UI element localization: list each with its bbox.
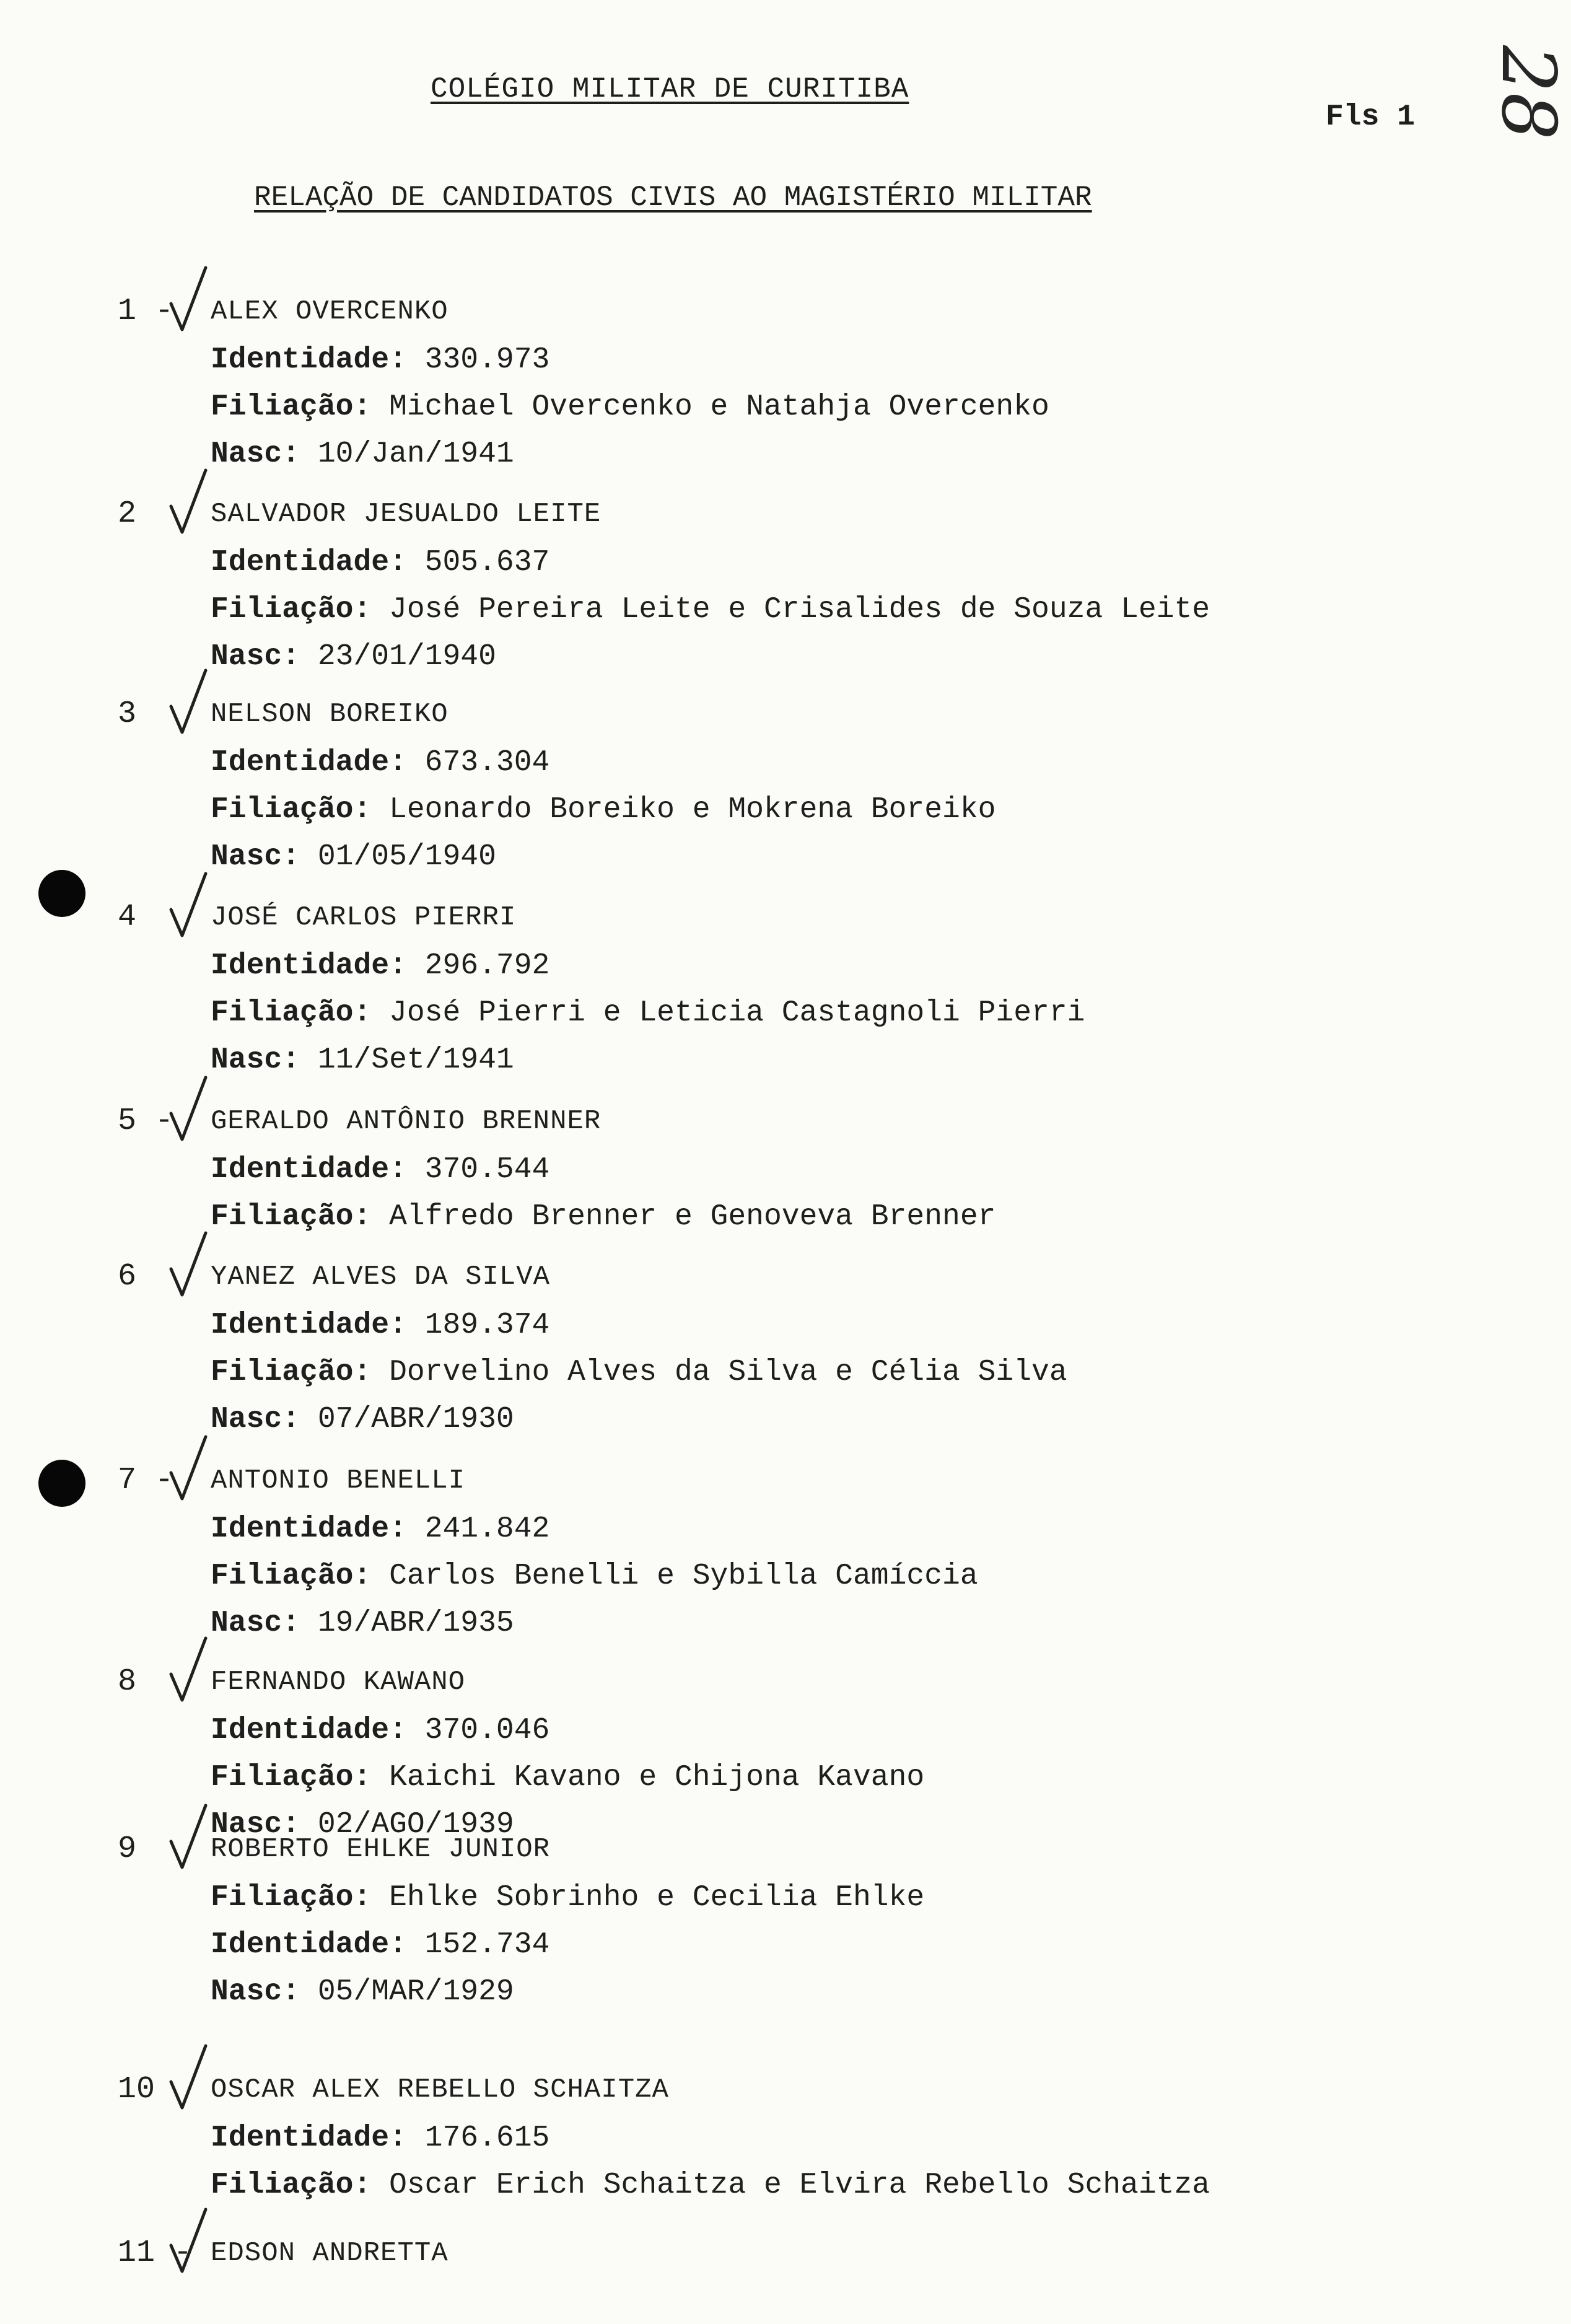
identidade-value: 176.615 [424, 2121, 550, 2155]
filiacao-label: Filiação: [211, 1761, 372, 1794]
candidate-identidade-line [211, 1928, 549, 1962]
candidate-name: ROBERTO EHLKE JUNIOR [211, 1834, 551, 1865]
identidade-value: 370.544 [424, 1153, 550, 1186]
check-mark-icon [167, 668, 211, 736]
candidate-name: ANTONIO BENELLI [211, 1465, 466, 1496]
candidate-identidade-line [211, 1512, 549, 1546]
nasc-label: Nasc: [211, 437, 300, 471]
nasc-label: Nasc: [211, 1607, 300, 1640]
candidate-nasc-line [211, 640, 496, 673]
filiacao-value: Carlos Benelli e Sybilla Camíccia [389, 1559, 978, 1593]
punch-hole [38, 870, 85, 917]
entry-number: 2 [118, 496, 137, 532]
candidate-nasc-line [211, 1607, 514, 1640]
candidate-name: OSCAR ALEX REBELLO SCHAITZA [211, 2074, 669, 2105]
filiacao-value: Kaichi Kavano e Chijona Kavano [389, 1761, 925, 1794]
punch-hole [38, 1460, 85, 1507]
identidade-value: 152.734 [424, 1928, 550, 1962]
identidade-label: Identidade: [211, 1714, 407, 1747]
filiacao-value: Leonardo Boreiko e Mokrena Boreiko [389, 793, 996, 827]
filiacao-label: Filiação: [211, 2168, 372, 2202]
candidate-name: JOSÉ CARLOS PIERRI [211, 902, 517, 933]
identidade-label: Identidade: [211, 746, 407, 779]
candidate-filiacao-line [211, 1881, 924, 1914]
candidate-filiacao-line [211, 1356, 1067, 1389]
check-mark-icon [167, 871, 211, 939]
entry-number: 8 [118, 1664, 137, 1699]
list-title: RELAÇÃO DE CANDIDATOS CIVIS AO MAGISTÉRIO MILITAR [254, 182, 1092, 214]
check-mark-icon [167, 2043, 211, 2111]
check-mark-icon [167, 1230, 211, 1299]
candidate-identidade-line [211, 949, 549, 983]
identidade-value: 505.637 [424, 546, 550, 579]
entry-number: 9 [118, 1831, 137, 1867]
candidate-filiacao-line [211, 2168, 1210, 2202]
entry-number: 11 - [118, 2235, 193, 2271]
identidade-value: 330.973 [424, 343, 550, 377]
candidate-nasc-line [211, 1043, 514, 1077]
candidate-filiacao-line [211, 390, 1049, 424]
check-mark-icon [167, 468, 211, 536]
filiacao-value: Alfredo Brenner e Genoveva Brenner [389, 1200, 996, 1234]
identidade-value: 673.304 [424, 746, 550, 779]
candidate-name: NELSON BOREIKO [211, 699, 449, 730]
nasc-value: 19/ABR/1935 [317, 1607, 514, 1640]
nasc-value: 05/MAR/1929 [317, 1975, 514, 2009]
check-mark-icon [167, 1803, 211, 1871]
identidade-label: Identidade: [211, 1309, 407, 1342]
identidade-label: Identidade: [211, 1512, 407, 1546]
school-title: COLÉGIO MILITAR DE CURITIBA [431, 73, 909, 105]
candidate-name: FERNANDO KAWANO [211, 1667, 466, 1698]
nasc-value: 01/05/1940 [317, 840, 496, 874]
identidade-label: Identidade: [211, 546, 407, 579]
candidate-filiacao-line [211, 593, 1210, 626]
candidate-name: EDSON ANDRETTA [211, 2238, 449, 2269]
nasc-value: 02/AGO/1939 [317, 1808, 514, 1841]
identidade-value: 370.046 [424, 1714, 550, 1747]
filiacao-label: Filiação: [211, 1559, 372, 1593]
identidade-value: 296.792 [424, 949, 550, 983]
candidate-nasc-line [211, 1975, 514, 2009]
nasc-label: Nasc: [211, 1403, 300, 1436]
nasc-value: 10/Jan/1941 [317, 437, 514, 471]
entry-number: 4 [118, 900, 137, 935]
check-mark-icon [167, 1434, 211, 1502]
nasc-value: 07/ABR/1930 [317, 1403, 514, 1436]
nasc-label: Nasc: [211, 840, 300, 874]
folio-handwritten-number: 28 [1484, 45, 1571, 140]
identidade-label: Identidade: [211, 1153, 407, 1186]
candidate-filiacao-line [211, 793, 996, 827]
candidate-filiacao-line [211, 996, 1085, 1030]
identidade-label: Identidade: [211, 2121, 407, 2155]
nasc-label: Nasc: [211, 640, 300, 673]
candidate-nasc-line [211, 840, 496, 874]
folio-label: Fls 1 [1326, 100, 1416, 134]
candidate-identidade-line [211, 746, 549, 779]
filiacao-label: Filiação: [211, 593, 372, 626]
candidate-identidade-line [211, 2121, 549, 2155]
filiacao-label: Filiação: [211, 1356, 372, 1389]
filiacao-value: Oscar Erich Schaitza e Elvira Rebello Schaitza [389, 2168, 1210, 2202]
candidate-identidade-line [211, 1153, 549, 1186]
candidate-name: ALEX OVERCENKO [211, 296, 449, 327]
entry-number: 3 [118, 696, 137, 732]
entry-number: 6 [118, 1259, 137, 1294]
nasc-value: 23/01/1940 [317, 640, 496, 673]
check-mark-icon [167, 1075, 211, 1143]
identidade-label: Identidade: [211, 343, 407, 377]
check-mark-icon [167, 2207, 211, 2275]
candidate-filiacao-line [211, 1559, 978, 1593]
nasc-label: Nasc: [211, 1043, 300, 1077]
nasc-label: Nasc: [211, 1808, 300, 1841]
filiacao-value: José Pereira Leite e Crisalides de Souza Leite [389, 593, 1210, 626]
candidate-identidade-line [211, 1714, 549, 1747]
candidate-name: YANEZ ALVES DA SILVA [211, 1261, 551, 1292]
check-mark-icon [167, 1636, 211, 1704]
filiacao-label: Filiação: [211, 996, 372, 1030]
identidade-label: Identidade: [211, 949, 407, 983]
candidate-filiacao-line [211, 1761, 924, 1794]
candidate-name: GERALDO ANTÔNIO BRENNER [211, 1106, 602, 1137]
filiacao-label: Filiação: [211, 1200, 372, 1234]
filiacao-value: Ehlke Sobrinho e Cecilia Ehlke [389, 1881, 925, 1914]
candidate-name: SALVADOR JESUALDO LEITE [211, 499, 602, 530]
entry-number: 1 - [118, 294, 174, 329]
filiacao-value: José Pierri e Leticia Castagnoli Pierri [389, 996, 1085, 1030]
candidate-nasc-line [211, 437, 514, 471]
nasc-label: Nasc: [211, 1975, 300, 2009]
identidade-value: 189.374 [424, 1309, 550, 1342]
identidade-label: Identidade: [211, 1928, 407, 1962]
filiacao-label: Filiação: [211, 793, 372, 827]
candidate-identidade-line [211, 546, 549, 579]
nasc-value: 11/Set/1941 [317, 1043, 514, 1077]
filiacao-label: Filiação: [211, 1881, 372, 1914]
filiacao-label: Filiação: [211, 390, 372, 424]
entry-number: 5 - [118, 1103, 174, 1139]
filiacao-value: Michael Overcenko e Natahja Overcenko [389, 390, 1049, 424]
candidate-nasc-line [211, 1403, 514, 1436]
filiacao-value: Dorvelino Alves da Silva e Célia Silva [389, 1356, 1067, 1389]
entry-number: 7 - [118, 1463, 174, 1498]
identidade-value: 241.842 [424, 1512, 550, 1546]
candidate-filiacao-line [211, 1200, 996, 1234]
candidate-identidade-line [211, 1309, 549, 1342]
check-mark-icon [167, 265, 211, 333]
candidate-identidade-line [211, 343, 549, 377]
entry-number: 10 [118, 2072, 155, 2107]
